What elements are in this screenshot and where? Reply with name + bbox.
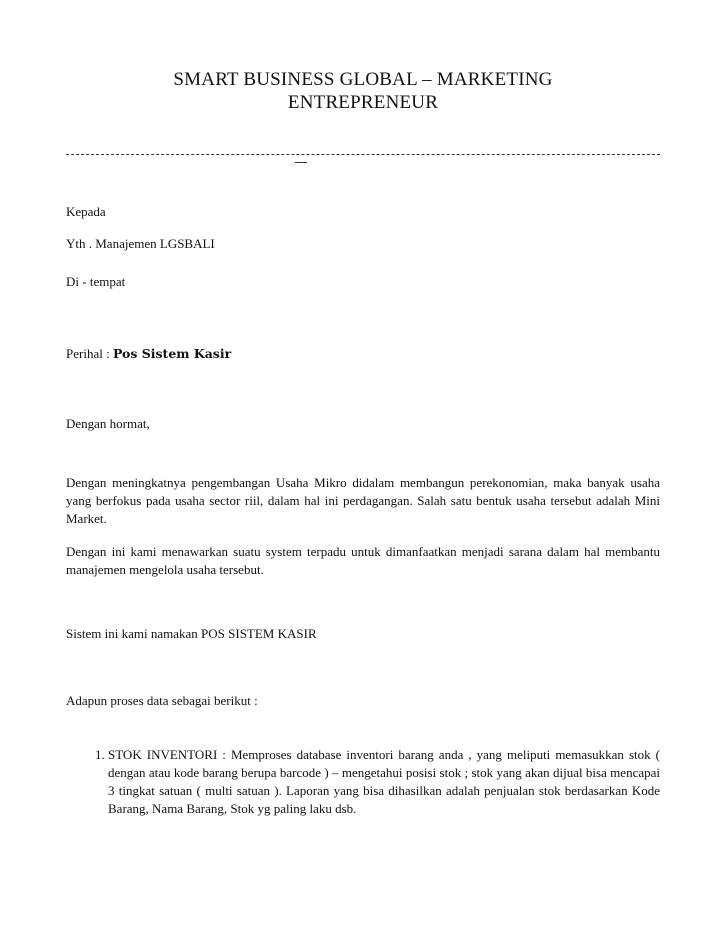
recipient-name: Yth . Manajemen LGSBALI (66, 236, 215, 251)
greeting: Dengan hormat, (66, 416, 150, 431)
process-list (66, 746, 660, 818)
separator-line (66, 154, 660, 155)
recipient-place: Di - tempat (66, 274, 126, 289)
list-item: 1. STOK INVENTORI : Memproses database inventori barang anda , yang meliputi memasukkan stok ( dengan atau kode barang berupa barcode ) – mengetahui posisi stok ; stok yang akan dijual bisa mencapai 3 tingkat satuan ( multi satuan ). Laporan yang bisa dihasilkan adalah penjualan stok berdasarkan Kode Barang, Nama Barang, Stok yg paling laku dsb. (108, 746, 660, 818)
header-title-line1: SMART BUSINESS GLOBAL – MARKETING (173, 69, 553, 90)
header-separator (66, 140, 660, 160)
recipient-to: Kepada (66, 204, 106, 219)
body-paragraph-2: Dengan ini kami menawarkan suatu system terpadu untuk dimanfaatkan menjadi sarana dalam hal membantu manajemen mengelola usaha tersebut. (66, 544, 660, 577)
header-title-line2: ENTREPRENEUR (287, 92, 439, 113)
body-paragraph-4: Adapun proses data sebagai berikut : (66, 693, 258, 708)
body-paragraph-3: Sistem ini kami namakan POS SISTEM KASIR (66, 626, 317, 641)
subject-line (66, 345, 231, 363)
body-paragraph-1: Dengan meningkatnya pengembangan Usaha Mikro didalam membangun perekonomian, maka banyak usaha yang berfokus pada usaha sector riil, dalam hal ini perdagangan. Salah satu bentuk usaha tersebut adalah Mini Market. (66, 475, 660, 526)
separator-tail (295, 162, 307, 163)
subject-value: Pos Sistem Kasir (112, 346, 232, 361)
subject-label: Perihal : (66, 346, 113, 361)
letter-header-title (110, 68, 616, 114)
